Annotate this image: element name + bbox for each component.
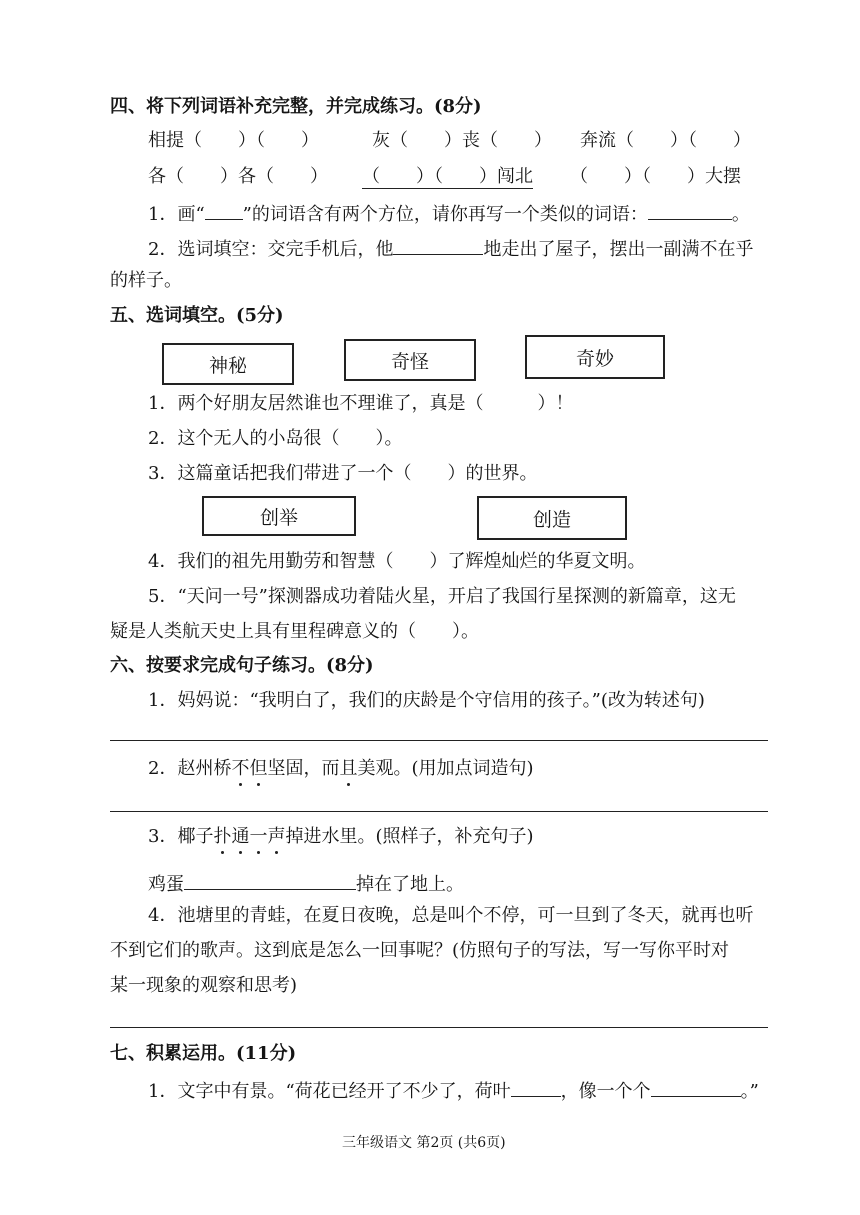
word-box: 奇妙 bbox=[525, 335, 665, 379]
s4-question-2-cont: 的样子。 bbox=[110, 270, 182, 291]
section-7-heading: 七、积累运用。(11分) bbox=[110, 1043, 297, 1064]
s5-question-1: 1．两个好朋友居然谁也不理谁了，真是（ ）！ bbox=[148, 393, 574, 414]
answer-line[interactable] bbox=[110, 811, 768, 812]
s5-question-5: 5．“天问一号”探测器成功着陆火星，开启了我国行星探测的新篇章，这无 bbox=[148, 586, 736, 607]
section-4-heading: 四、将下列词语补充完整，并完成练习。(8分) bbox=[110, 96, 482, 117]
answer-line[interactable] bbox=[110, 740, 768, 741]
s6-question-1: 1．妈妈说：“我明白了，我们的庆龄是个守信用的孩子。”(改为转述句) bbox=[148, 690, 705, 711]
answer-line[interactable] bbox=[110, 1027, 768, 1028]
s5-question-5-cont: 疑是人类航天史上具有里程碑意义的（ ）。 bbox=[110, 621, 479, 642]
s6-question-4-cont: 不到它们的歌声。这到底是怎么一回事呢？(仿照句子的写法，写一写你平时对 bbox=[110, 940, 730, 961]
page-footer: 三年级语文 第2页 (共6页) bbox=[342, 1135, 506, 1151]
word-box: 奇怪 bbox=[344, 339, 476, 381]
s6-question-3: 3．椰子扑通一声掉进水里。(照样子，补充句子) bbox=[148, 826, 534, 847]
blank[interactable] bbox=[205, 201, 243, 220]
idiom-1: 相提（ ）（ ） bbox=[148, 130, 319, 151]
idiom-6: （ ）（ ）大摆 bbox=[570, 166, 741, 187]
idiom-4: 各（ ）各（ ） bbox=[148, 166, 328, 187]
idiom-5-underlined: （ ）（ ）闯北 bbox=[362, 166, 533, 187]
s4-question-1: 1．画“ ”的词语含有两个方位，请你再写一个类似的词语： 。 bbox=[148, 201, 750, 226]
word-box: 创造 bbox=[477, 496, 627, 540]
s6-question-4: 4．池塘里的青蛙，在夏日夜晚，总是叫个不停，可一旦到了冬天，就再也听 bbox=[148, 905, 754, 926]
answer-blank[interactable] bbox=[651, 1078, 741, 1097]
answer-blank[interactable] bbox=[648, 201, 732, 220]
s6-question-2: 2．赵州桥不但坚固，而且美观。(用加点词造句) bbox=[148, 758, 534, 779]
answer-blank[interactable] bbox=[393, 236, 483, 255]
answer-blank[interactable] bbox=[511, 1078, 561, 1097]
section-6-heading: 六、按要求完成句子练习。(8分) bbox=[110, 655, 374, 676]
s5-question-4: 4．我们的祖先用勤劳和智慧（ ）了辉煌灿烂的华夏文明。 bbox=[148, 551, 646, 572]
s5-question-2: 2．这个无人的小岛很（ ）。 bbox=[148, 428, 403, 449]
s7-question-1: 1．文字中有景。“荷花已经开了不少了，荷叶 ，像一个个 。” bbox=[148, 1078, 759, 1103]
idiom-2: 灰（ ）丧（ ） bbox=[372, 130, 552, 151]
idiom-3: 奔流（ ）（ ） bbox=[580, 130, 751, 151]
answer-blank[interactable] bbox=[184, 871, 356, 890]
s6-question-3-example: 鸡蛋 掉在了地上。 bbox=[148, 871, 464, 896]
word-box: 神秘 bbox=[162, 343, 294, 385]
word-box: 创举 bbox=[202, 496, 356, 536]
s5-question-3: 3．这篇童话把我们带进了一个（ ）的世界。 bbox=[148, 463, 538, 484]
s4-question-2: 2．选词填空：交完手机后，他 地走出了屋子，摆出一副满不在乎 bbox=[148, 236, 753, 261]
section-5-heading: 五、选词填空。(5分) bbox=[110, 305, 284, 326]
s6-question-4-cont: 某一现象的观察和思考) bbox=[110, 975, 298, 996]
